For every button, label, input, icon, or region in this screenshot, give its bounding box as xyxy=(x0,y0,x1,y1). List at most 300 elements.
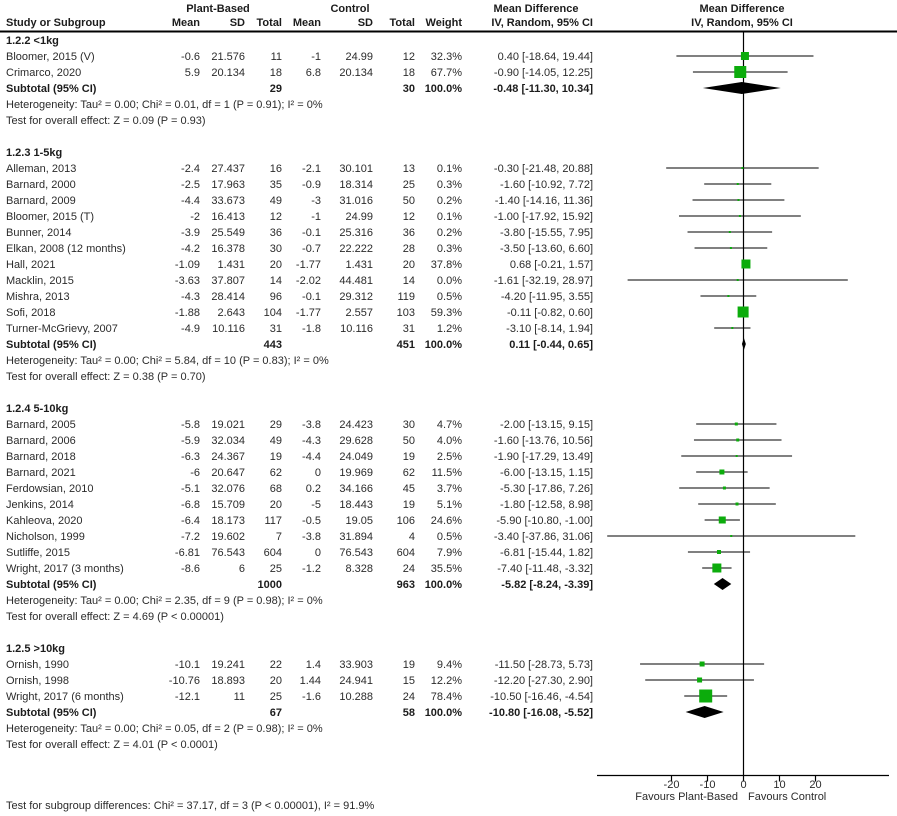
treatment-mean: -3.63 xyxy=(174,275,200,287)
study-weight: 37.8% xyxy=(430,259,462,271)
study-ci-text: -6.81 [-15.44, 1.82] xyxy=(500,547,593,559)
treatment-total: 11 xyxy=(270,51,282,63)
subtotal-label: Subtotal (95% CI) xyxy=(6,83,97,95)
effect-square xyxy=(737,279,739,281)
column-header-mean-treatment: Mean xyxy=(171,17,200,29)
study-weight: 0.5% xyxy=(436,291,462,303)
control-sd: 44.481 xyxy=(339,275,373,287)
control-total: 19 xyxy=(402,451,415,463)
control-total: 12 xyxy=(402,211,415,223)
effect-square xyxy=(734,66,746,78)
control-sd: 1.431 xyxy=(345,259,373,271)
study-name: Sutliffe, 2015 xyxy=(6,547,71,559)
treatment-mean: -5.9 xyxy=(181,435,200,447)
study-ci-text: -1.00 [-17.92, 15.92] xyxy=(493,211,593,223)
column-header-total-control: Total xyxy=(389,17,415,29)
study-weight: 0.0% xyxy=(436,275,462,287)
control-mean: -1.8 xyxy=(302,323,321,335)
study-ci-text: -12.20 [-27.30, 2.90] xyxy=(493,675,593,687)
treatment-total: 20 xyxy=(269,259,282,271)
column-header-study: Study or Subgroup xyxy=(6,17,106,29)
treatment-sd: 24.367 xyxy=(211,451,245,463)
control-sd: 29.312 xyxy=(339,291,373,303)
subtotal-control-total: 30 xyxy=(402,83,415,95)
study-name: Barnard, 2006 xyxy=(6,435,76,447)
axis-tick-label: -20 xyxy=(663,779,680,791)
treatment-sd: 16.378 xyxy=(211,243,245,255)
treatment-sd: 15.709 xyxy=(211,499,245,511)
subtotal-control-total: 451 xyxy=(396,339,415,351)
treatment-sd: 28.414 xyxy=(211,291,245,303)
control-sd: 24.99 xyxy=(345,51,373,63)
subtotal-label: Subtotal (95% CI) xyxy=(6,707,97,719)
subgroup-heading: 1.2.2 <1kg xyxy=(6,35,59,47)
study-name: Barnard, 2000 xyxy=(6,179,76,191)
study-ci-text: -1.40 [-14.16, 11.36] xyxy=(494,195,593,207)
control-sd: 18.314 xyxy=(339,179,373,191)
control-mean: -4.4 xyxy=(302,451,321,463)
effect-square xyxy=(736,503,739,506)
control-mean: -3 xyxy=(311,195,321,207)
treatment-total: 68 xyxy=(269,483,282,495)
treatment-sd: 20.134 xyxy=(211,67,245,79)
study-name: Crimarco, 2020 xyxy=(6,67,82,79)
column-header-mean-control: Mean xyxy=(292,17,321,29)
study-weight: 5.1% xyxy=(436,499,462,511)
control-sd: 76.543 xyxy=(339,547,373,559)
control-total: 103 xyxy=(396,307,415,319)
control-total: 604 xyxy=(396,547,415,559)
treatment-sd: 18.893 xyxy=(211,675,245,687)
effect-square xyxy=(735,423,738,426)
treatment-total: 7 xyxy=(275,531,282,543)
study-ci-text: -7.40 [-11.48, -3.32] xyxy=(497,563,593,575)
study-name: Turner-McGrievy, 2007 xyxy=(6,323,118,335)
effect-square xyxy=(736,439,739,442)
treatment-mean: -6.4 xyxy=(181,515,200,527)
study-name: Barnard, 2009 xyxy=(6,195,76,207)
treatment-sd: 17.963 xyxy=(211,179,245,191)
treatment-total: 604 xyxy=(263,547,282,559)
treatment-sd: 19.021 xyxy=(211,419,245,431)
subgroup-heading: 1.2.3 1-5kg xyxy=(6,147,63,159)
control-sd: 31.016 xyxy=(339,195,373,207)
control-sd: 30.101 xyxy=(339,163,373,175)
control-sd: 19.05 xyxy=(345,515,373,527)
treatment-sd: 27.437 xyxy=(211,163,245,175)
control-total: 45 xyxy=(402,483,415,495)
treatment-total: 49 xyxy=(269,435,282,447)
subtotal-treatment-total: 29 xyxy=(269,83,282,95)
treatment-total: 19 xyxy=(269,451,282,463)
study-weight: 59.3% xyxy=(430,307,462,319)
study-ci-text: -5.90 [-10.80, -1.00] xyxy=(496,515,593,527)
control-mean: -4.3 xyxy=(302,435,321,447)
study-weight: 0.5% xyxy=(436,531,462,543)
treatment-sd: 11 xyxy=(233,691,245,703)
study-ci-text: -5.30 [-17.86, 7.26] xyxy=(500,483,593,495)
treatment-total: 20 xyxy=(269,499,282,511)
control-mean: -5 xyxy=(311,499,321,511)
subtotal-weight: 100.0% xyxy=(424,707,462,719)
heterogeneity-text: Heterogeneity: Tau² = 0.00; Chi² = 2.35, df = 9 (P = 0.98); I² = 0% xyxy=(6,595,323,607)
study-weight: 7.9% xyxy=(436,547,462,559)
treatment-mean: -6.3 xyxy=(181,451,200,463)
group-header-control: Control xyxy=(330,3,370,15)
study-name: Jenkins, 2014 xyxy=(6,499,74,511)
effect-square xyxy=(730,247,732,249)
study-ci-text: -3.50 [-13.60, 6.60] xyxy=(500,243,593,255)
treatment-sd: 33.673 xyxy=(211,195,245,207)
treatment-total: 22 xyxy=(269,659,282,671)
subtotal-treatment-total: 1000 xyxy=(257,579,282,591)
study-ci-text: 0.40 [-18.64, 19.44] xyxy=(497,51,593,63)
treatment-sd: 10.116 xyxy=(212,323,245,335)
treatment-total: 20 xyxy=(269,675,282,687)
control-total: 12 xyxy=(402,51,415,63)
treatment-mean: -2.5 xyxy=(181,179,200,191)
study-name: Macklin, 2015 xyxy=(6,275,74,287)
control-sd: 18.443 xyxy=(339,499,373,511)
control-sd: 24.423 xyxy=(339,419,373,431)
control-sd: 24.941 xyxy=(339,675,373,687)
control-total: 28 xyxy=(402,243,415,255)
control-sd: 10.288 xyxy=(339,691,373,703)
control-mean: -0.1 xyxy=(302,227,321,239)
control-total: 19 xyxy=(402,659,415,671)
control-total: 62 xyxy=(402,467,415,479)
subtotal-weight: 100.0% xyxy=(424,579,462,591)
treatment-sd: 37.807 xyxy=(211,275,245,287)
treatment-mean: -0.6 xyxy=(181,51,200,63)
control-sd: 29.628 xyxy=(339,435,373,447)
study-weight: 2.5% xyxy=(436,451,462,463)
treatment-total: 36 xyxy=(269,227,282,239)
study-ci-text: 0.68 [-0.21, 1.57] xyxy=(509,259,593,271)
control-total: 50 xyxy=(402,195,415,207)
study-name: Ornish, 1990 xyxy=(6,659,69,671)
overall-effect-text: Test for overall effect: Z = 4.01 (P < 0.0001) xyxy=(6,739,218,751)
treatment-mean: -2.4 xyxy=(181,163,200,175)
treatment-sd: 19.241 xyxy=(211,659,245,671)
treatment-total: 29 xyxy=(269,419,282,431)
control-sd: 25.316 xyxy=(339,227,373,239)
study-weight: 11.5% xyxy=(431,467,462,479)
treatment-mean: -3.9 xyxy=(181,227,200,239)
control-total: 25 xyxy=(402,179,415,191)
control-mean: -1.6 xyxy=(302,691,321,703)
control-total: 13 xyxy=(402,163,415,175)
subtotal-ci-text: -10.80 [-16.08, -5.52] xyxy=(489,707,593,719)
subtotal-weight: 100.0% xyxy=(424,83,462,95)
treatment-sd: 25.549 xyxy=(211,227,245,239)
effect-square xyxy=(737,199,739,201)
study-weight: 32.3% xyxy=(430,51,462,63)
study-name: Elkan, 2008 (12 months) xyxy=(6,243,126,255)
treatment-total: 104 xyxy=(263,307,282,319)
subgroup-heading: 1.2.5 >10kg xyxy=(6,643,66,655)
effect-square xyxy=(719,517,726,524)
column-header-sd-treatment: SD xyxy=(229,17,245,29)
treatment-mean: -8.6 xyxy=(181,563,200,575)
treatment-mean: -6.8 xyxy=(181,499,200,511)
subtotal-control-total: 963 xyxy=(396,579,415,591)
control-mean: -0.1 xyxy=(302,291,321,303)
control-mean: -0.5 xyxy=(302,515,321,527)
column-header-method-plot: IV, Random, 95% CI xyxy=(691,17,793,29)
study-weight: 9.4% xyxy=(436,659,462,671)
control-mean: 0.2 xyxy=(305,483,321,495)
effect-measure-header-left: Mean Difference xyxy=(493,3,579,15)
treatment-mean: -4.3 xyxy=(181,291,200,303)
effect-square xyxy=(719,470,724,475)
study-weight: 0.1% xyxy=(436,163,462,175)
treatment-sd: 19.602 xyxy=(211,531,245,543)
control-mean: -1 xyxy=(311,211,321,223)
study-weight: 0.3% xyxy=(436,179,462,191)
control-total: 119 xyxy=(397,291,415,303)
treatment-sd: 20.647 xyxy=(211,467,245,479)
effect-square xyxy=(741,260,750,269)
control-mean: 1.44 xyxy=(299,675,321,687)
group-header-plant-based: Plant-Based xyxy=(186,3,250,15)
study-name: Bloomer, 2015 (T) xyxy=(6,211,95,223)
control-sd: 24.049 xyxy=(339,451,373,463)
study-ci-text: -2.00 [-13.15, 9.15] xyxy=(500,419,593,431)
study-name: Bloomer, 2015 (V) xyxy=(6,51,95,63)
study-ci-text: -10.50 [-16.46, -4.54] xyxy=(490,691,593,703)
treatment-mean: -5.1 xyxy=(181,483,200,495)
effect-square xyxy=(717,550,721,554)
study-weight: 67.7% xyxy=(430,67,462,79)
treatment-mean: -5.8 xyxy=(181,419,200,431)
treatment-sd: 6 xyxy=(238,563,245,575)
effect-square xyxy=(700,662,705,667)
control-sd: 2.557 xyxy=(345,307,373,319)
treatment-total: 117 xyxy=(264,515,282,527)
control-mean: -0.7 xyxy=(302,243,321,255)
treatment-sd: 1.431 xyxy=(217,259,245,271)
study-weight: 35.5% xyxy=(430,563,462,575)
control-sd: 31.894 xyxy=(339,531,373,543)
control-sd: 34.166 xyxy=(339,483,373,495)
treatment-mean: -7.2 xyxy=(181,531,200,543)
study-weight: 0.2% xyxy=(436,195,462,207)
study-ci-text: -3.10 [-8.14, 1.94] xyxy=(506,323,593,335)
control-sd: 19.969 xyxy=(339,467,373,479)
effect-square xyxy=(739,215,741,217)
study-ci-text: -11.50 [-28.73, 5.73] xyxy=(494,659,593,671)
control-mean: 1.4 xyxy=(305,659,321,671)
study-ci-text: -1.90 [-17.29, 13.49] xyxy=(493,451,593,463)
subtotal-control-total: 58 xyxy=(402,707,415,719)
effect-square xyxy=(730,535,732,537)
control-total: 31 xyxy=(402,323,415,335)
study-name: Barnard, 2005 xyxy=(6,419,76,431)
subtotal-weight: 100.0% xyxy=(424,339,462,351)
subtotal-ci-text: -0.48 [-11.30, 10.34] xyxy=(493,83,593,95)
treatment-total: 96 xyxy=(269,291,282,303)
effect-square xyxy=(738,307,749,318)
effect-measure-header-plot: Mean Difference xyxy=(699,3,785,15)
subtotal-ci-text: 0.11 [-0.44, 0.65] xyxy=(509,339,593,351)
control-sd: 22.222 xyxy=(339,243,373,255)
overall-effect-text: Test for overall effect: Z = 0.09 (P = 0.93) xyxy=(6,115,206,127)
study-weight: 1.2% xyxy=(436,323,462,335)
study-name: Ferdowsian, 2010 xyxy=(6,483,94,495)
control-total: 24 xyxy=(402,691,415,703)
heterogeneity-text: Heterogeneity: Tau² = 0.00; Chi² = 0.05, df = 2 (P = 0.98); I² = 0% xyxy=(6,723,323,735)
control-total: 50 xyxy=(402,435,415,447)
treatment-mean: -2 xyxy=(190,211,200,223)
control-sd: 10.116 xyxy=(340,323,373,335)
study-name: Ornish, 1998 xyxy=(6,675,69,687)
study-name: Sofi, 2018 xyxy=(6,307,56,319)
control-mean: 0 xyxy=(314,547,321,559)
treatment-total: 12 xyxy=(269,211,282,223)
treatment-total: 16 xyxy=(269,163,282,175)
effect-square xyxy=(723,487,726,490)
study-name: Bunner, 2014 xyxy=(6,227,72,239)
effect-square xyxy=(697,678,702,683)
study-name: Hall, 2021 xyxy=(6,259,56,271)
control-mean: 0 xyxy=(314,467,321,479)
treatment-sd: 76.543 xyxy=(211,547,245,559)
study-name: Barnard, 2018 xyxy=(6,451,76,463)
treatment-mean: -10.1 xyxy=(174,659,200,671)
heterogeneity-text: Heterogeneity: Tau² = 0.00; Chi² = 5.84, df = 10 (P = 0.83); I² = 0% xyxy=(6,355,329,367)
treatment-mean: -6 xyxy=(190,467,200,479)
study-name: Wright, 2017 (3 months) xyxy=(6,563,124,575)
column-header-weight: Weight xyxy=(425,17,462,29)
study-ci-text: -3.40 [-37.86, 31.06] xyxy=(493,531,593,543)
study-weight: 24.6% xyxy=(430,515,462,527)
treatment-mean: 5.9 xyxy=(184,67,200,79)
effect-square xyxy=(729,231,731,233)
treatment-mean: -6.81 xyxy=(174,547,200,559)
treatment-mean: -4.4 xyxy=(181,195,200,207)
control-mean: -3.8 xyxy=(302,531,321,543)
treatment-mean: -4.9 xyxy=(181,323,200,335)
control-mean: 6.8 xyxy=(305,67,321,79)
effect-square xyxy=(699,690,712,703)
study-weight: 12.2% xyxy=(430,675,462,687)
control-total: 19 xyxy=(402,499,415,511)
control-mean: -3.8 xyxy=(302,419,321,431)
treatment-mean: -10.76 xyxy=(168,675,200,687)
study-ci-text: -3.80 [-15.55, 7.95] xyxy=(500,227,593,239)
control-sd: 33.903 xyxy=(339,659,373,671)
control-mean: -1.77 xyxy=(295,259,321,271)
treatment-total: 18 xyxy=(269,67,282,79)
control-total: 30 xyxy=(402,419,415,431)
treatment-total: 14 xyxy=(269,275,282,287)
heterogeneity-text: Heterogeneity: Tau² = 0.00; Chi² = 0.01, df = 1 (P = 0.91); I² = 0% xyxy=(6,99,323,111)
study-ci-text: -1.80 [-12.58, 8.98] xyxy=(500,499,593,511)
control-mean: -2.1 xyxy=(302,163,321,175)
control-sd: 24.99 xyxy=(345,211,373,223)
treatment-sd: 32.076 xyxy=(211,483,245,495)
axis-tick-label: 0 xyxy=(740,779,747,791)
subtotal-label: Subtotal (95% CI) xyxy=(6,339,97,351)
study-ci-text: -0.30 [-21.48, 20.88] xyxy=(493,163,593,175)
subgroup-differences-text: Test for subgroup differences: Chi² = 37.17, df = 3 (P < 0.00001), I² = 91.9% xyxy=(6,800,375,812)
subtotal-diamond xyxy=(714,578,731,590)
control-total: 14 xyxy=(402,275,415,287)
control-total: 24 xyxy=(402,563,415,575)
control-total: 15 xyxy=(402,675,415,687)
control-mean: -1.77 xyxy=(295,307,321,319)
overall-effect-text: Test for overall effect: Z = 0.38 (P = 0.70) xyxy=(6,371,206,383)
control-total: 4 xyxy=(408,531,415,543)
study-ci-text: -0.11 [-0.82, 0.60] xyxy=(506,307,593,319)
effect-square xyxy=(741,167,743,169)
control-total: 106 xyxy=(396,515,415,527)
treatment-mean: -1.09 xyxy=(174,259,200,271)
subtotal-label: Subtotal (95% CI) xyxy=(6,579,97,591)
study-ci-text: -1.60 [-10.92, 7.72] xyxy=(500,179,593,191)
treatment-total: 35 xyxy=(269,179,282,191)
control-total: 20 xyxy=(402,259,415,271)
column-header-sd-control: SD xyxy=(357,17,373,29)
effect-square xyxy=(741,52,749,60)
effect-square xyxy=(731,327,733,329)
effect-square xyxy=(727,295,729,297)
favours-treatment-label: Favours Plant-Based xyxy=(635,791,738,803)
treatment-sd: 16.413 xyxy=(211,211,245,223)
treatment-mean: -12.1 xyxy=(174,691,200,703)
axis-tick-label: 20 xyxy=(809,779,822,791)
favours-control-label: Favours Control xyxy=(748,791,827,803)
study-name: Alleman, 2013 xyxy=(6,163,77,175)
overall-effect-text: Test for overall effect: Z = 4.69 (P < 0.00001) xyxy=(6,611,224,623)
study-name: Nicholson, 1999 xyxy=(6,531,85,543)
control-sd: 20.134 xyxy=(339,67,373,79)
study-weight: 4.7% xyxy=(436,419,462,431)
column-header-total-treatment: Total xyxy=(256,17,282,29)
study-weight: 0.3% xyxy=(436,243,462,255)
study-ci-text: -1.61 [-32.19, 28.97] xyxy=(493,275,593,287)
study-ci-text: -1.60 [-13.76, 10.56] xyxy=(493,435,593,447)
subtotal-treatment-total: 443 xyxy=(263,339,282,351)
treatment-total: 30 xyxy=(269,243,282,255)
study-name: Wright, 2017 (6 months) xyxy=(6,691,124,703)
subtotal-diamond xyxy=(703,82,781,94)
effect-square xyxy=(737,183,739,185)
treatment-total: 62 xyxy=(269,467,282,479)
study-weight: 78.4% xyxy=(430,691,462,703)
subgroup-heading: 1.2.4 5-10kg xyxy=(6,403,69,415)
subtotal-diamond xyxy=(686,706,724,718)
treatment-sd: 21.576 xyxy=(211,51,245,63)
study-weight: 3.7% xyxy=(436,483,462,495)
column-header-method-left: IV, Random, 95% CI xyxy=(491,17,593,29)
treatment-total: 31 xyxy=(269,323,282,335)
treatment-total: 25 xyxy=(269,691,282,703)
control-mean: -2.02 xyxy=(295,275,321,287)
axis-tick-label: -10 xyxy=(699,779,716,791)
study-weight: 0.2% xyxy=(436,227,462,239)
treatment-mean: -1.88 xyxy=(174,307,200,319)
study-ci-text: -6.00 [-13.15, 1.15] xyxy=(500,467,593,479)
subtotal-diamond xyxy=(742,338,746,350)
subtotal-treatment-total: 67 xyxy=(269,707,282,719)
control-sd: 8.328 xyxy=(345,563,373,575)
treatment-total: 49 xyxy=(269,195,282,207)
effect-square xyxy=(736,455,738,457)
control-mean: -1.2 xyxy=(302,563,321,575)
effect-square xyxy=(712,564,721,573)
